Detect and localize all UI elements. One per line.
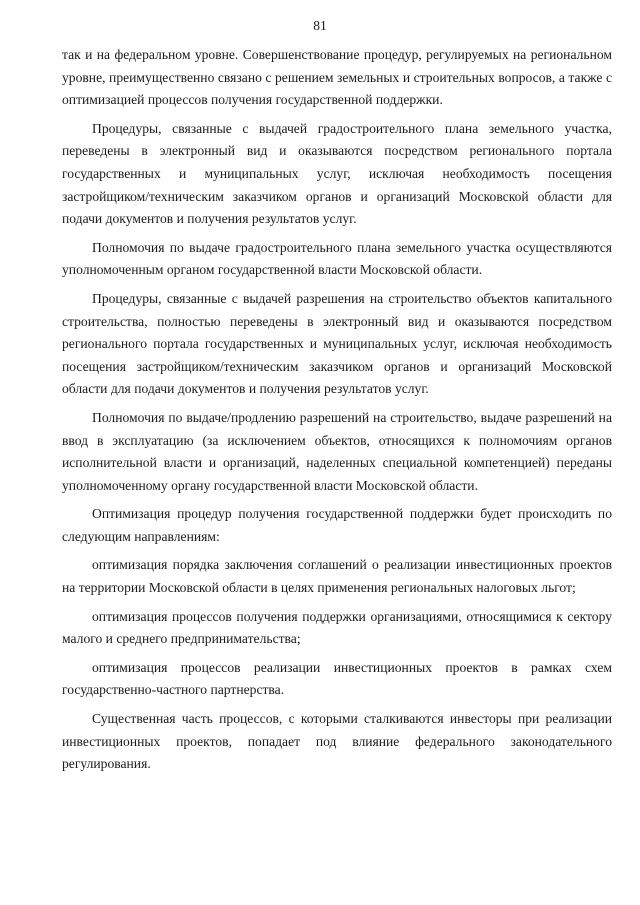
paragraph-gpzu-procedures: Процедуры, связанные с выдачей градостроительного плана земельного участка, переведены в электронный вид и оказываются посредством регионального портала государственных и муниципальных услуг, исключая необходимость посещения застройщиком/техническим заказчиком органов и организаций Московской области для подачи документов и получения результатов услуг. (62, 120, 612, 227)
paragraph-federal-regulation: Существенная часть процессов, с которыми сталкиваются инвесторы при реализации инвестиционных проектов, попадает под влияние федерального законодательного регулирования. (62, 711, 612, 772)
body-text (62, 44, 612, 782)
list-item-tax-benefits: оптимизация порядка заключения соглашений о реализации инвестиционных проектов на территории Московской области в целях применения региональных налоговых льгот; (62, 557, 612, 596)
paragraph-permit-authority: Полномочия по выдаче/продлению разрешений на строительство, выдаче разрешений на ввод в эксплуатацию (за исключением объектов, относящихся к полномочиям органов исполнительной власти и организаций, наделенных специальной компетенцией) переданы уполномоченному органу государственной власти Московской области. (62, 409, 612, 493)
page-number: 81 (313, 18, 327, 33)
list-item-sme-support: оптимизация процессов получения поддержки организациями, относящимися к сектору малого и среднего предпринимательства; (62, 608, 612, 647)
paragraph-permit-procedures: Процедуры, связанные с выдачей разрешения на строительство объектов капитального строительства, полностью переведены в электронный вид и оказываются посредством регионального портала государственных и муниципальных услуг, исключая необходимость посещения застройщиком/техническим заказчиком органов и организаций Московской области для подачи документов и получения результатов услуг. (62, 290, 612, 397)
list-item-ppp: оптимизация процессов реализации инвестиционных проектов в рамках схем государственно-частного партнерства. (62, 659, 612, 698)
paragraph-support-optimization: Оптимизация процедур получения государственной поддержки будет происходить по следующим направлениям: (62, 506, 612, 544)
paragraph-continued: так и на федеральном уровне. Совершенствование процедур, регулируемых на региональном уровне, преимущественно связано с решением земельных и строительных вопросов, а также с оптимизацией процессов получения государственной поддержки. (62, 47, 612, 108)
paragraph-gpzu-authority: Полномочия по выдаче градостроительного плана земельного участка осуществляются уполномоченным органом государственной власти Московской области. (62, 239, 612, 278)
